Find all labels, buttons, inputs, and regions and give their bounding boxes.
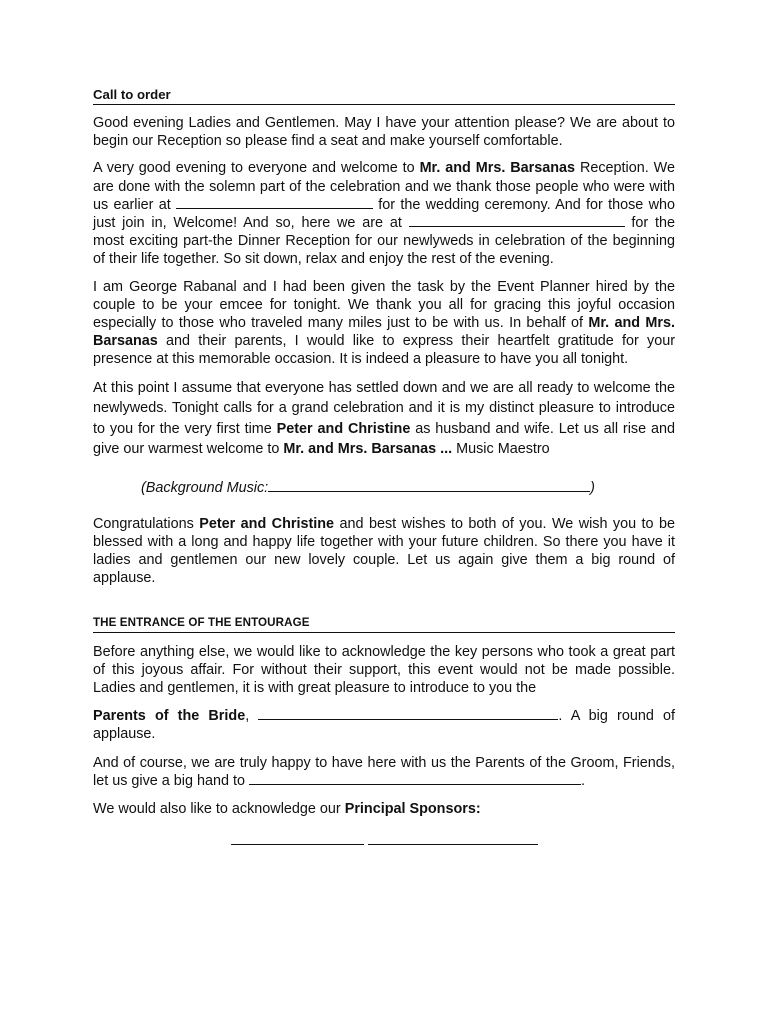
text-run: . <box>581 772 586 789</box>
background-music-line <box>93 479 675 497</box>
bold-couple-first-names: Peter and Christine <box>276 420 411 437</box>
blank-ceremony-venue[interactable] <box>176 196 373 209</box>
sponsor-blanks-line <box>93 832 675 850</box>
paragraph-acknowledge: Before anything else, we would like to acknowledge the key persons who took a great part of this joyous affair. For without their support, this event would not be made possible. Ladies and gentlemen, it is with great pleasure to introduce to you the <box>93 643 675 697</box>
blank-sponsor-2[interactable] <box>368 832 538 845</box>
text-run: Music Maestro <box>452 441 550 458</box>
paragraph-principal-sponsors <box>93 800 675 818</box>
text-run: and their parents, I would like to express their heartfelt gratitude for your presence at this memorable occasion. It is indeed a pleasure to have you all tonight. <box>93 333 675 368</box>
text-run: for the wedding ceremony. And for those who just join in, Welcome! And so, here we are at <box>93 196 675 232</box>
bold-couple-name: Mr. and Mrs. Barsanas ... <box>283 441 453 458</box>
text-run: and best wishes to both of you. We wish you to be blessed with a long and happy life together with your future children. So there you have it ladies and gentlemen our new lovely couple. Let us again give them a big round of applause. <box>93 515 675 587</box>
blank-background-music[interactable] <box>268 479 590 492</box>
text-run: ) <box>590 479 595 496</box>
blank-parents-of-bride[interactable] <box>258 707 558 720</box>
text-run: Congratulations <box>93 515 200 532</box>
blank-sponsor-1[interactable] <box>231 832 364 845</box>
text-run: A very good evening to everyone and welcome to <box>93 160 420 177</box>
text-run: Reception. We are done with the solemn part of the celebration and we thank those people who were with us earlier at <box>93 160 675 213</box>
paragraph-parents-of-bride <box>93 707 675 743</box>
text-run: as husband and wife. Let us all rise and give our warmest welcome to <box>93 420 676 458</box>
blank-parents-of-groom[interactable] <box>249 772 581 785</box>
text-run: . A big round of applause. <box>93 708 675 743</box>
text-run: We would also like to acknowledge our <box>93 801 345 818</box>
paragraph-greeting: Good evening Ladies and Gentlemen. May I have your attention please? We are about to begin our Reception so please find a seat and make yourself comfortable. <box>93 115 675 150</box>
bold-couple-first-names: Peter and Christine <box>199 515 335 532</box>
text-run: I am George Rabanal and I had been given the task by the Event Planner hired by the couple to be your emcee for tonight. We thank you all for gracing this joyful occasion especially to those who traveled many miles just to be with us. In behalf of <box>93 278 675 332</box>
text-run: for the most exciting part-the Dinner Reception for our newlyweds in celebration of the beginning of their life together. So sit down, relax and enjoy the rest of the evening. <box>93 215 675 268</box>
text-run: (Background Music: <box>141 479 269 496</box>
blank-reception-venue[interactable] <box>409 214 625 227</box>
section-heading-entourage: THE ENTRANCE OF THE ENTOURAGE <box>93 614 675 633</box>
document-page <box>93 86 675 850</box>
bold-principal-sponsors: Principal Sponsors: <box>344 801 481 818</box>
text-run: And of course, we are truly happy to have here with us the Parents of the Groom, Friends, let us give a big hand to <box>93 754 675 789</box>
paragraph-newlyweds-entrance <box>93 378 675 460</box>
text-run: , <box>245 708 259 725</box>
paragraph-welcome <box>93 159 675 268</box>
section-heading-call-to-order: Call to order <box>93 86 675 105</box>
bold-couple-name: Mr. and Mrs. Barsanas <box>93 315 675 350</box>
text-run: At this point I assume that everyone has settled down and we are all ready to welcome the newlyweds. Tonight calls for a grand celebration and it is my distinct pleasure to introduce to you for the very first time <box>93 379 675 437</box>
paragraph-parents-of-groom <box>93 754 675 790</box>
paragraph-congratulations <box>93 515 675 588</box>
bold-parents-of-bride: Parents of the Bride <box>93 708 246 725</box>
bold-couple-name: Mr. and Mrs. Barsanas <box>419 160 576 177</box>
paragraph-emcee-intro <box>93 278 675 369</box>
